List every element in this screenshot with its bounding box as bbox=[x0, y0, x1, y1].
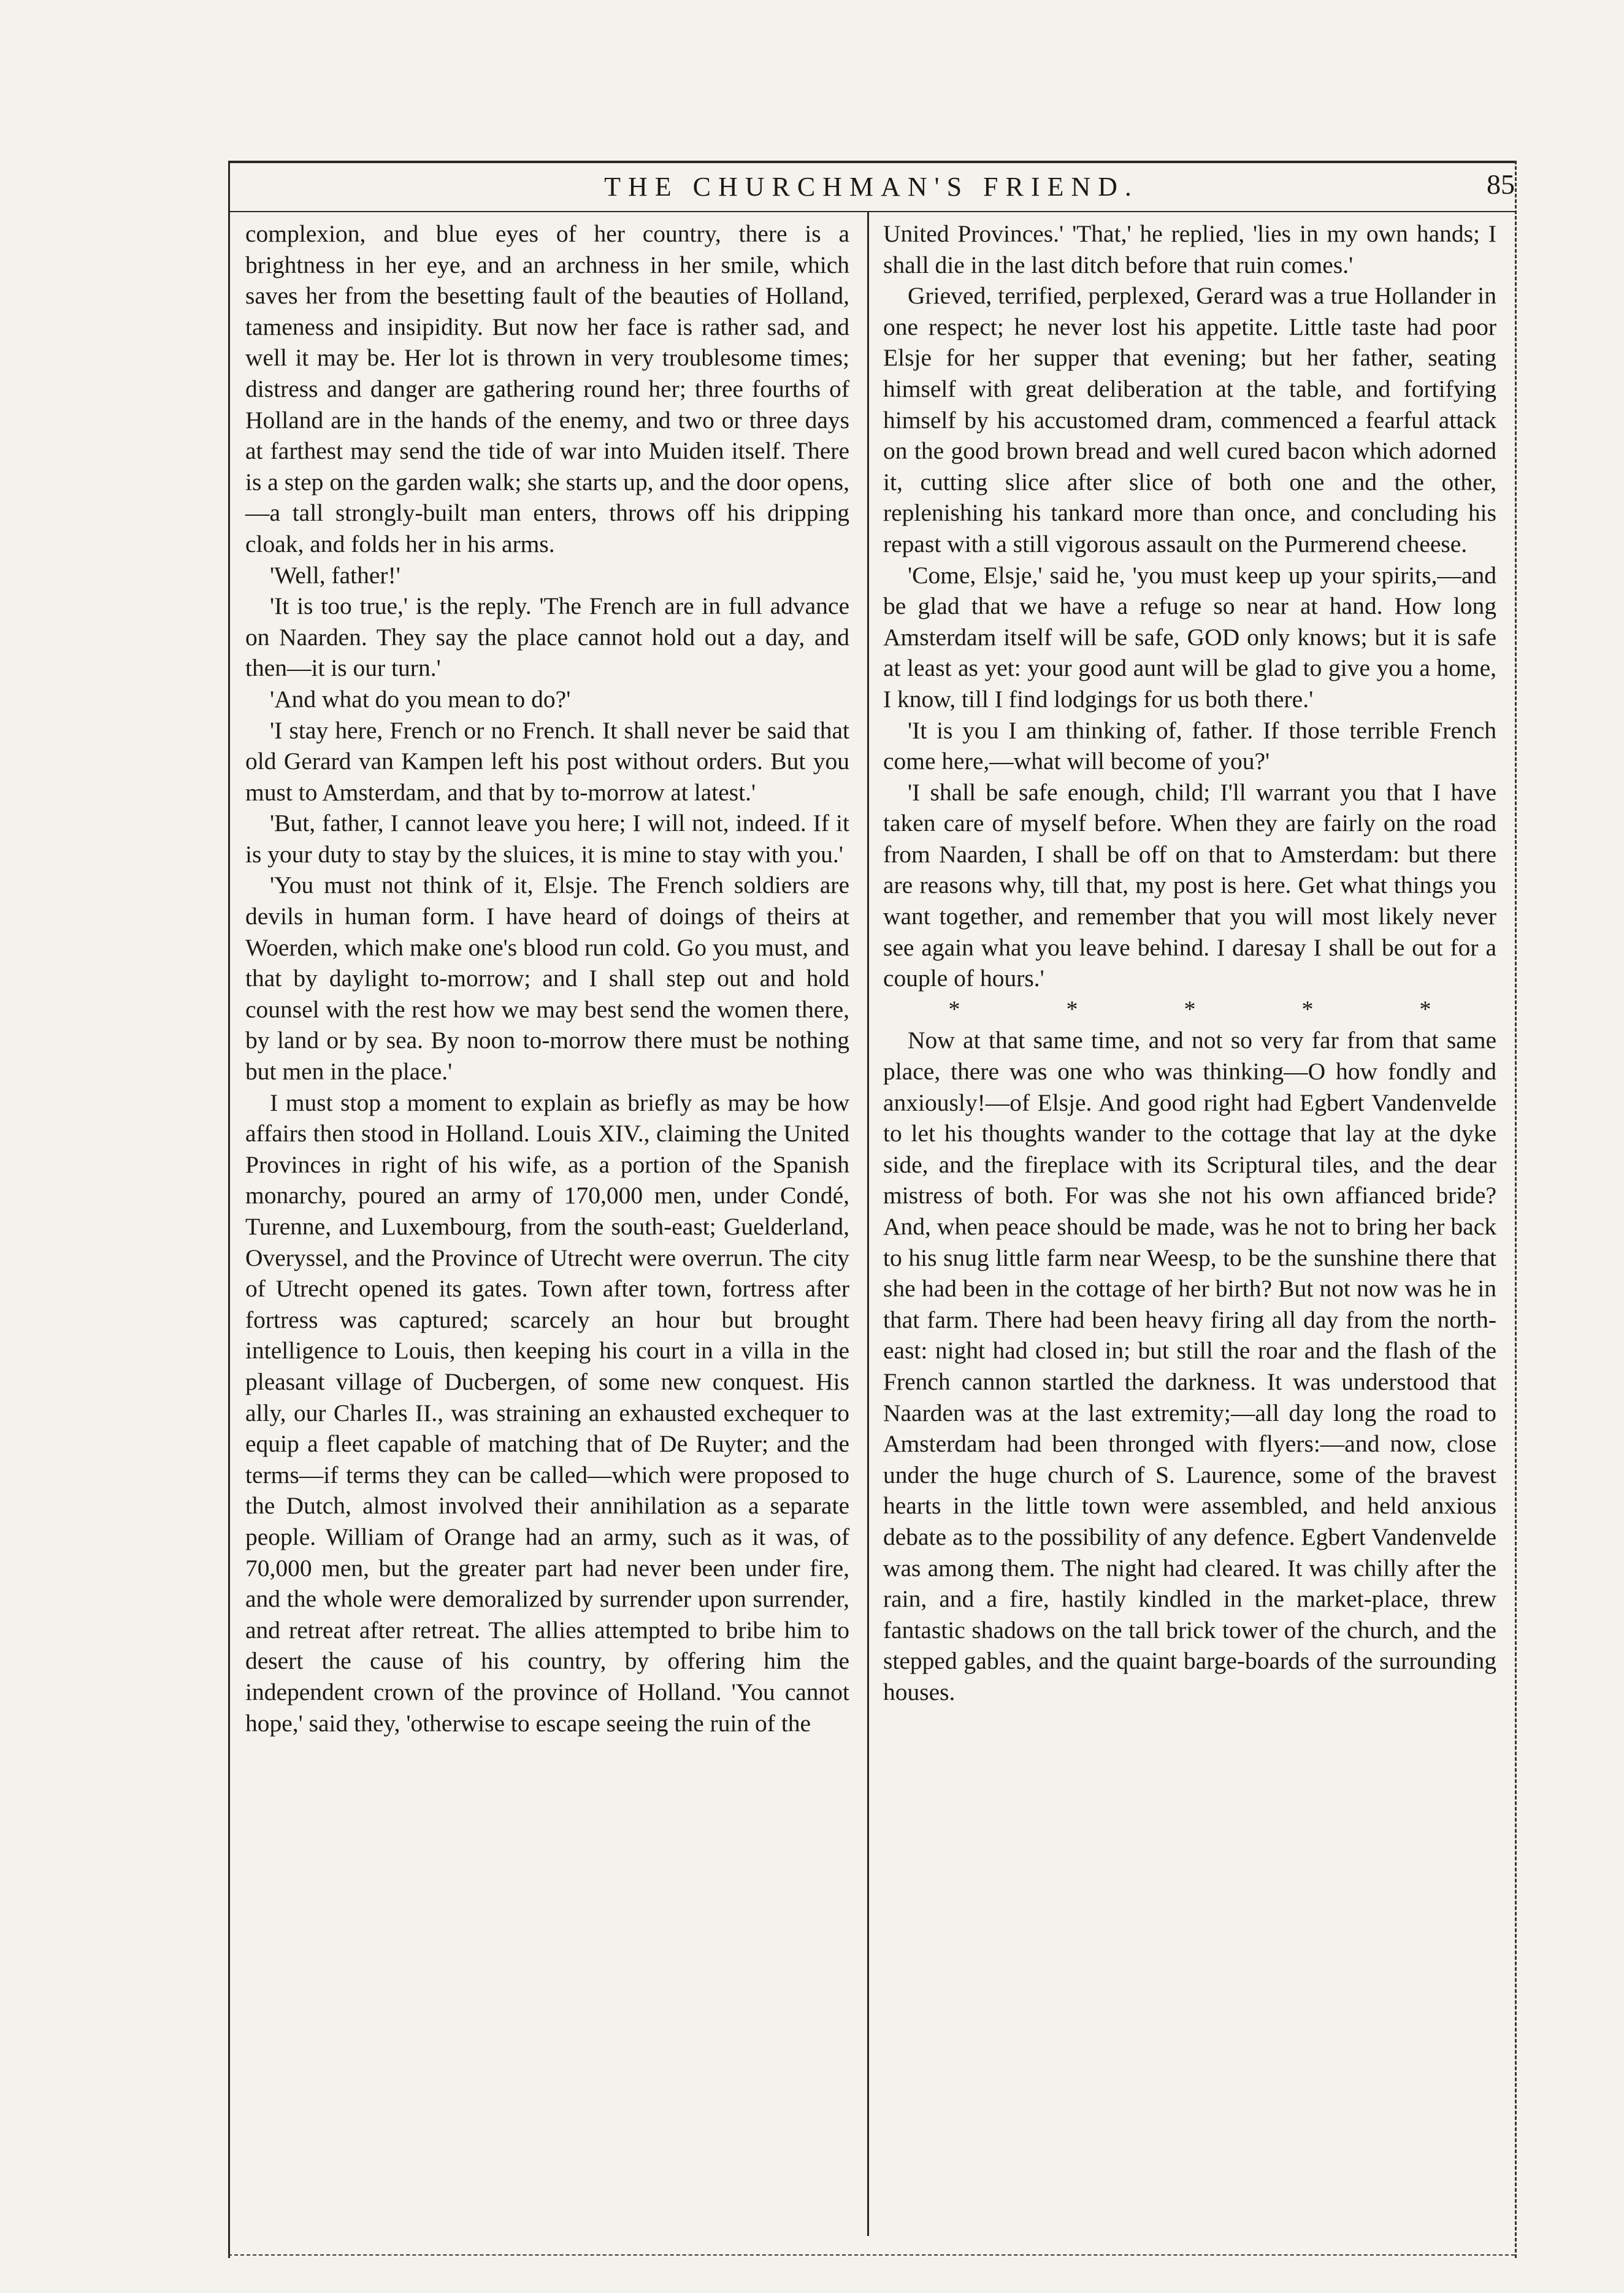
footer-rule bbox=[228, 2254, 1515, 2256]
paragraph: 'You must not think of it, Elsje. The French soldiers are devils in human form. I have heard of doings of theirs at Woerden, which make one's blood run cold. Go you must, and that by daylight to-morrow; and I shall step out and hold counsel with the rest how we may best send the women there, by land or by sea. By noon to-morrow there must be nothing but men in the place.' bbox=[245, 871, 849, 1085]
paragraph: 'But, father, I cannot leave you here; I will not, indeed. If it is your duty to stay by the sluices, it is mine to stay with you.' bbox=[245, 810, 849, 868]
paragraph: 'I shall be safe enough, child; I'll warrant you that I have taken care of myself before. When they are fairly on the road from Naarden, I shall be off on that to Amsterdam: but there are reasons why, till that, my post is here. Get what things you want together, and remember that you will most likely never see again what you leave behind. I daresay I shall be out for a couple of hours.' bbox=[883, 778, 1496, 992]
right-column bbox=[883, 218, 1496, 1708]
paragraph: Now at that same time, and not so very far from that same place, there was one who was thinking—O how fondly and anxiously!—of Elsje. And good right had Egbert Vandenvelde to let his thoughts wander to the cottage that lay at the dyke side, and the fireplace with its Scriptural tiles, and the dear mistress of both. For was she not his own affianced bride? And, when peace should be made, was he not to bring her back to his snug little farm near Weesp, to be the sunshine there that she had been in the cottage of her birth? But not now was he in that farm. There had been heavy firing all day from the north-east: night had closed in; but still the roar and the flash of the French cannon startled the darkness. It was understood that Naarden was at the last extremity;—all day long the road to Amsterdam had been thronged with flyers:—and now, close under the huge church of S. Laurence, some of the bravest hearts in the little town were assembled, and held anxious debate as to the possibility of any defence. Egbert Vandenvelde was among them. The night had cleared. It was chilly after the rain, and a fire, hastily kindled in the market-place, threw fantastic shadows on the tall brick tower of the church, and the stepped gables, and the quaint barge-boards of the surrounding houses. bbox=[883, 1027, 1496, 1705]
header-top-rule bbox=[228, 161, 1515, 163]
right-border-rule bbox=[1515, 161, 1517, 2258]
separator-star: * bbox=[948, 996, 960, 1022]
paragraph: 'Well, father!' bbox=[270, 561, 400, 589]
paragraph: United Provinces.' 'That,' he replied, 'lies in my own hands; I shall die in the last ditch before that ruin comes.' bbox=[883, 220, 1496, 278]
paragraph: 'It is you I am thinking of, father. If those terrible French come here,—what will become of you?' bbox=[883, 716, 1496, 775]
paragraph: 'And what do you mean to do?' bbox=[270, 685, 571, 713]
separator-star: * bbox=[1301, 996, 1314, 1022]
paragraph: 'Come, Elsje,' said he, 'you must keep up your spirits,—and be glad that we have a refuge so near at hand. How long Amsterdam itself will be safe, GOD only knows; but it is safe at least as yet: your good aunt will be glad to give you a home, I know, till I find lodgings for us both there.' bbox=[883, 561, 1496, 713]
column-divider bbox=[867, 212, 869, 2236]
left-border-rule bbox=[228, 161, 230, 2258]
paragraph: Grieved, terrified, perplexed, Gerard was a true Hollander in one respect; he never lost his appetite. Little taste had poor Elsje for her supper that evening; but her father, seating himself with great deliberation at the table, and fortifying himself by his accustomed dram, commenced a fearful attack on the good brown bread and well cured bacon which adorned it, cutting slice after slice of both one and the other, replenishing his tankard more than once, and concluding his repast with a still vigorous assault on the Purmerend cheese. bbox=[883, 282, 1496, 557]
header-bottom-rule bbox=[228, 211, 1515, 212]
section-separator bbox=[883, 994, 1496, 1025]
paragraph: complexion, and blue eyes of her country, there is a brightness in her eye, and an archness in her smile, which saves her from the besetting fault of the beauties of Holland, tameness and insipidity. But now her face is rather sad, and well it may be. Her lot is thrown in very troublesome times; distress and danger are gathering round her; three fourths of Holland are in the hands of the enemy, and two or three days at farthest may send the tide of war into Muiden itself. There is a step on the garden walk; she starts up, and the door opens,—a tall strongly-built man enters, throws off his dripping cloak, and folds her in his arms. bbox=[245, 220, 849, 557]
separator-star: * bbox=[1066, 996, 1078, 1022]
left-column bbox=[245, 218, 849, 1739]
separator-star: * bbox=[1419, 996, 1431, 1022]
paragraph: I must stop a moment to explain as briefly as may be how affairs then stood in Holland. Louis XIV., claiming the United Provinces in right of his wife, as a portion of the Spanish monarchy, poured an army of 170,000 men, under Condé, Turenne, and Luxembourg, from the south-east; Guelderland, Overyssel, and the Province of Utrecht were overrun. The city of Utrecht opened its gates. Town after town, fortress after fortress was captured; scarcely an hour but brought intelligence to Louis, then keeping his court in a villa in the pleasant village of Ducbergen, of some new conquest. His ally, our Charles II., was straining an exhausted exchequer to equip a fleet capable of matching that of De Ruyter; and the terms—if terms they can be called—which were proposed to the Dutch, almost involved their annihilation as a separate people. William of Orange had an army, such as it was, of 70,000 men, but the greater part had never been under fire, and the whole were demoralized by surrender upon surrender, and retreat after retreat. The allies attempted to bribe him to desert the cause of his country, by offering him the independent crown of the province of Holland. 'You cannot hope,' said they, 'otherwise to escape seeing the ruin of the bbox=[245, 1089, 849, 1737]
running-head: THE CHURCHMAN'S FRIEND. bbox=[604, 172, 1139, 202]
paragraph: 'I stay here, French or no French. It shall never be said that old Gerard van Kampen left his post without orders. But you must to Amsterdam, and that by to-morrow at latest.' bbox=[245, 716, 849, 806]
page-number: 85 bbox=[1487, 169, 1515, 200]
separator-star: * bbox=[1184, 996, 1196, 1022]
paragraph: 'It is too true,' is the reply. 'The French are in full advance on Naarden. They say the place cannot hold out a day, and then—it is our turn.' bbox=[245, 592, 849, 682]
